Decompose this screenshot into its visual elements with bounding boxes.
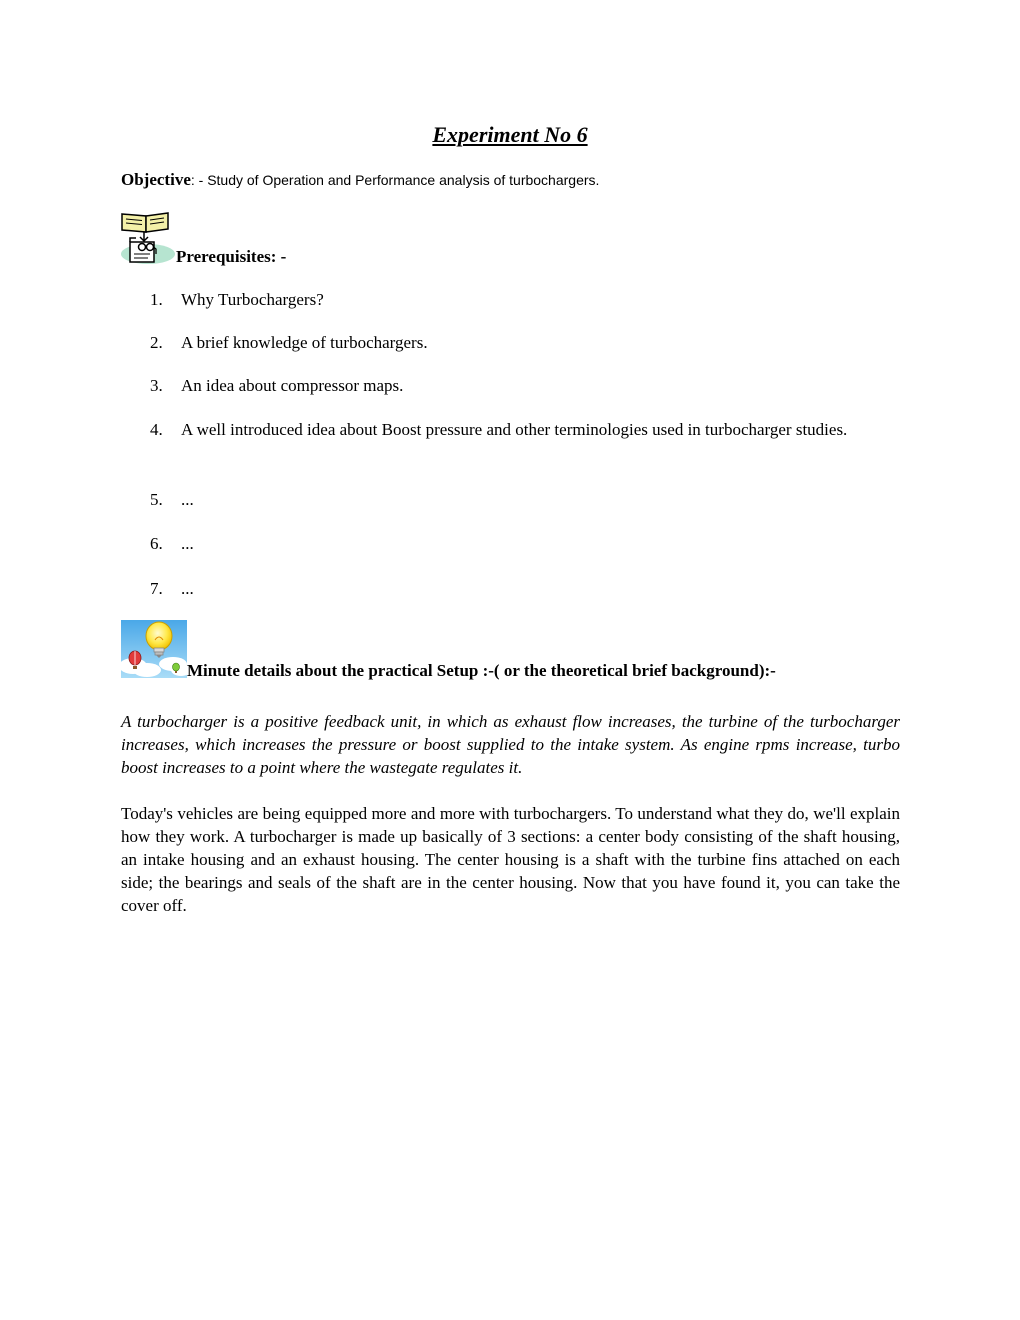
list-number: 1.	[150, 290, 163, 309]
list-number: 7.	[150, 579, 163, 598]
objective-line	[121, 170, 921, 190]
book-notes-icon	[118, 210, 176, 266]
list-number: 6.	[150, 534, 163, 553]
list-item	[150, 417, 910, 443]
objective-label: Objective	[121, 170, 191, 189]
list-number: 5.	[150, 490, 163, 509]
list-number: 3.	[150, 376, 163, 395]
setup-heading: Minute details about the practical Setup :-( or the theoretical brief background):-	[187, 661, 776, 680]
list-item	[150, 576, 910, 602]
objective-separator: : -	[190, 172, 208, 188]
list-item	[150, 487, 910, 513]
list-text: ...	[181, 490, 194, 509]
list-item	[150, 373, 910, 399]
list-number: 4.	[150, 420, 163, 439]
list-text: An idea about compressor maps.	[181, 376, 404, 395]
objective-text: Study of Operation and Performance analysis of turbochargers.	[207, 172, 600, 188]
list-item	[150, 287, 910, 313]
list-text: ...	[181, 534, 194, 553]
list-text: ...	[181, 579, 194, 598]
prerequisites-heading: Prerequisites: -	[176, 247, 287, 266]
list-text: A well introduced idea about Boost pressure and other terminologies used in turbocharger studies.	[181, 420, 848, 439]
paragraph-turbocharger-feedback: A turbocharger is a positive feedback unit, in which as exhaust flow increases, the turbine of the turbocharger increases, which increases the pressure or boost supplied to the intake system. As engine rpms increase, turbo boost increases to a point where the wastegate regulates it.	[121, 712, 900, 777]
list-number: 2.	[150, 333, 163, 352]
list-item	[150, 531, 910, 557]
list-text: Why Turbochargers?	[181, 290, 324, 309]
list-text: A brief knowledge of turbochargers.	[181, 333, 428, 352]
list-item	[150, 330, 910, 356]
lightbulb-balloons-icon	[121, 620, 187, 678]
paragraph-turbocharger-sections: Today's vehicles are being equipped more and more with turbochargers. To understand what they do, we'll explain how they work. A turbocharger is made up basically of 3 sections: a center body consisting of the shaft housing, an intake housing and an exhaust housing. The center housing is a shaft with the turbine fins attached on each side; the bearings and seals of the shaft are in the center housing. Now that you have found it, you can take the cover off.	[121, 804, 900, 915]
page-title: Experiment No 6	[432, 122, 588, 147]
